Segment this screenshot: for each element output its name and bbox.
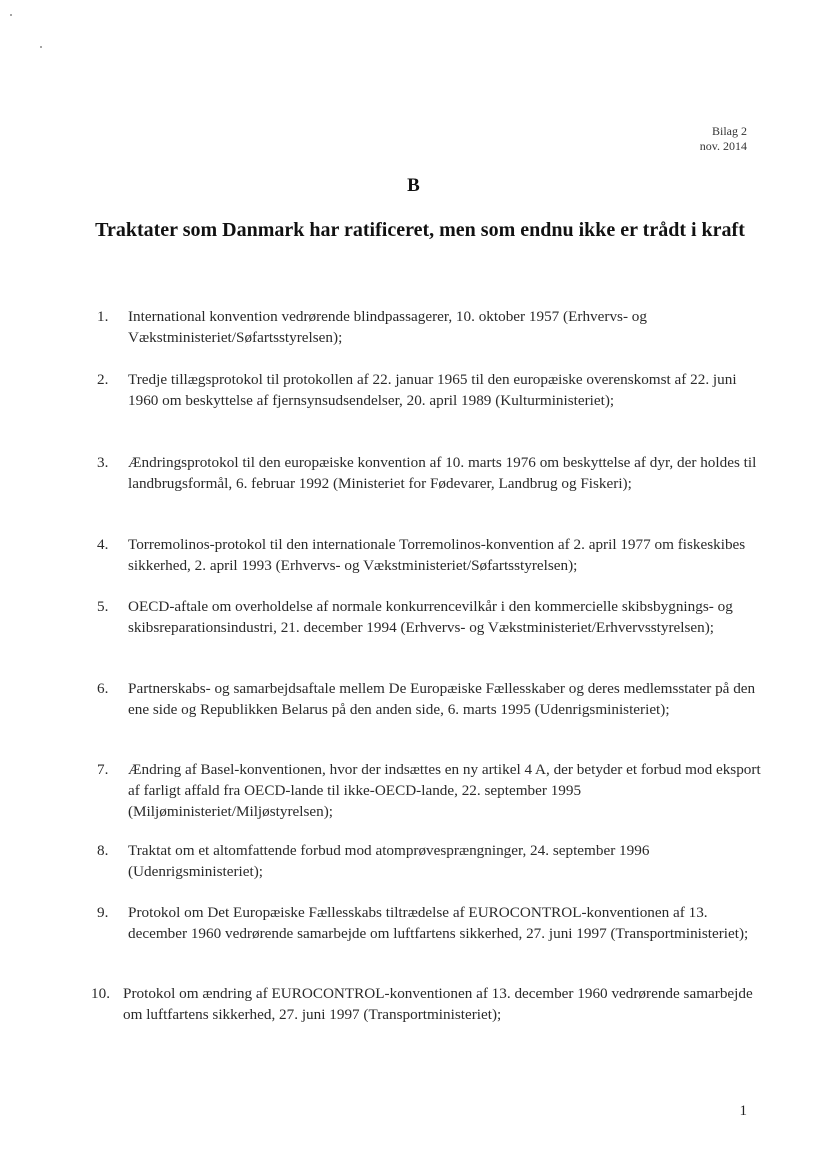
item-number: 5. [97, 598, 109, 615]
item-text: Protokol om ændring af EUROCONTROL-konventionen af 13. december 1960 vedrørende samarbejde om luftfartens sikkerhed, 27. juni 1997 (Transportministeriet); [123, 985, 753, 1023]
item-number: 4. [97, 536, 109, 553]
scan-artifact [40, 46, 42, 48]
item-number: 7. [97, 761, 109, 778]
annex-label: Bilag 2 [712, 124, 747, 138]
item-text: Traktat om et altomfattende forbud mod atomprøvesprængninger, 24. september 1996 (Udenrigsministeriet); [128, 842, 650, 880]
scan-artifact [10, 14, 12, 16]
list-item [97, 678, 761, 720]
item-number: 1. [97, 308, 109, 325]
document-header-meta [700, 124, 747, 154]
list-item [97, 452, 761, 494]
list-item [97, 902, 761, 944]
document-date: nov. 2014 [699, 139, 747, 153]
item-number: 2. [97, 371, 109, 388]
item-text: Tredje tillægsprotokol til protokollen af 22. januar 1965 til den europæiske overenskomst af 22. juni 1960 om beskyttelse af fjernsynsudsendelser, 20. april 1989 (Kulturministeriet); [128, 371, 737, 409]
item-number: 6. [97, 680, 109, 697]
item-text: Partnerskabs- og samarbejdsaftale mellem De Europæiske Fællesskaber og deres medlemsstater på den ene side og Republikken Belarus på den anden side, 6. marts 1995 (Udenrigsministeriet); [128, 680, 756, 718]
list-item [97, 369, 761, 411]
page-title: Traktater som Danmark har ratificeret, men som endnu ikke er trådt i kraft [95, 219, 745, 241]
item-text: Torremolinos-protokol til den internationale Torremolinos-konvention af 2. april 1977 om fiskeskibes sikkerhed, 2. april 1993 (Erhvervs- og Vækstministeriet/Søfartsstyrelsen); [128, 536, 746, 574]
item-text: OECD-aftale om overholdelse af normale konkurrencevilkår i den kommercielle skibsbygnings- og skibsreparationsindustri, 21. december 1994 (Erhvervs- og Vækstministeriet/Erhvervsstyrelsen); [128, 598, 733, 636]
list-item [97, 534, 761, 576]
section-letter: B [407, 175, 420, 196]
list-item [97, 759, 761, 822]
item-text: Ændringsprotokol til den europæiske konvention af 10. marts 1976 om beskyttelse af dyr, der holdes til landbrugsformål, 6. februar 1992 (Ministeriet for Fødevarer, Landbrug og Fiskeri); [128, 454, 757, 492]
list-item [97, 596, 761, 638]
item-number: 3. [97, 454, 109, 471]
item-text: Protokol om Det Europæiske Fællesskabs tiltrædelse af EUROCONTROL-konventionen af 13. december 1960 vedrørende samarbejde om luftfartens sikkerhed, 27. juni 1997 (Transportministeriet); [128, 904, 749, 942]
item-number: 9. [97, 904, 109, 921]
list-item [91, 983, 761, 1025]
page-number: 1 [739, 1103, 747, 1119]
item-number: 10. [91, 985, 110, 1002]
list-item [97, 840, 761, 882]
item-text: Ændring af Basel-konventionen, hvor der indsættes en ny artikel 4 A, der betyder et forbud mod eksport af farligt affald fra OECD-lande til ikke-OECD-lande, 22. september 1995 (Miljøministeriet/Miljøstyrelsen); [128, 761, 761, 820]
item-number: 8. [97, 842, 109, 859]
list-item [97, 306, 761, 348]
item-text: International konvention vedrørende blindpassagerer, 10. oktober 1957 (Erhvervs- og Vækstministeriet/Søfartsstyrelsen); [128, 308, 647, 346]
